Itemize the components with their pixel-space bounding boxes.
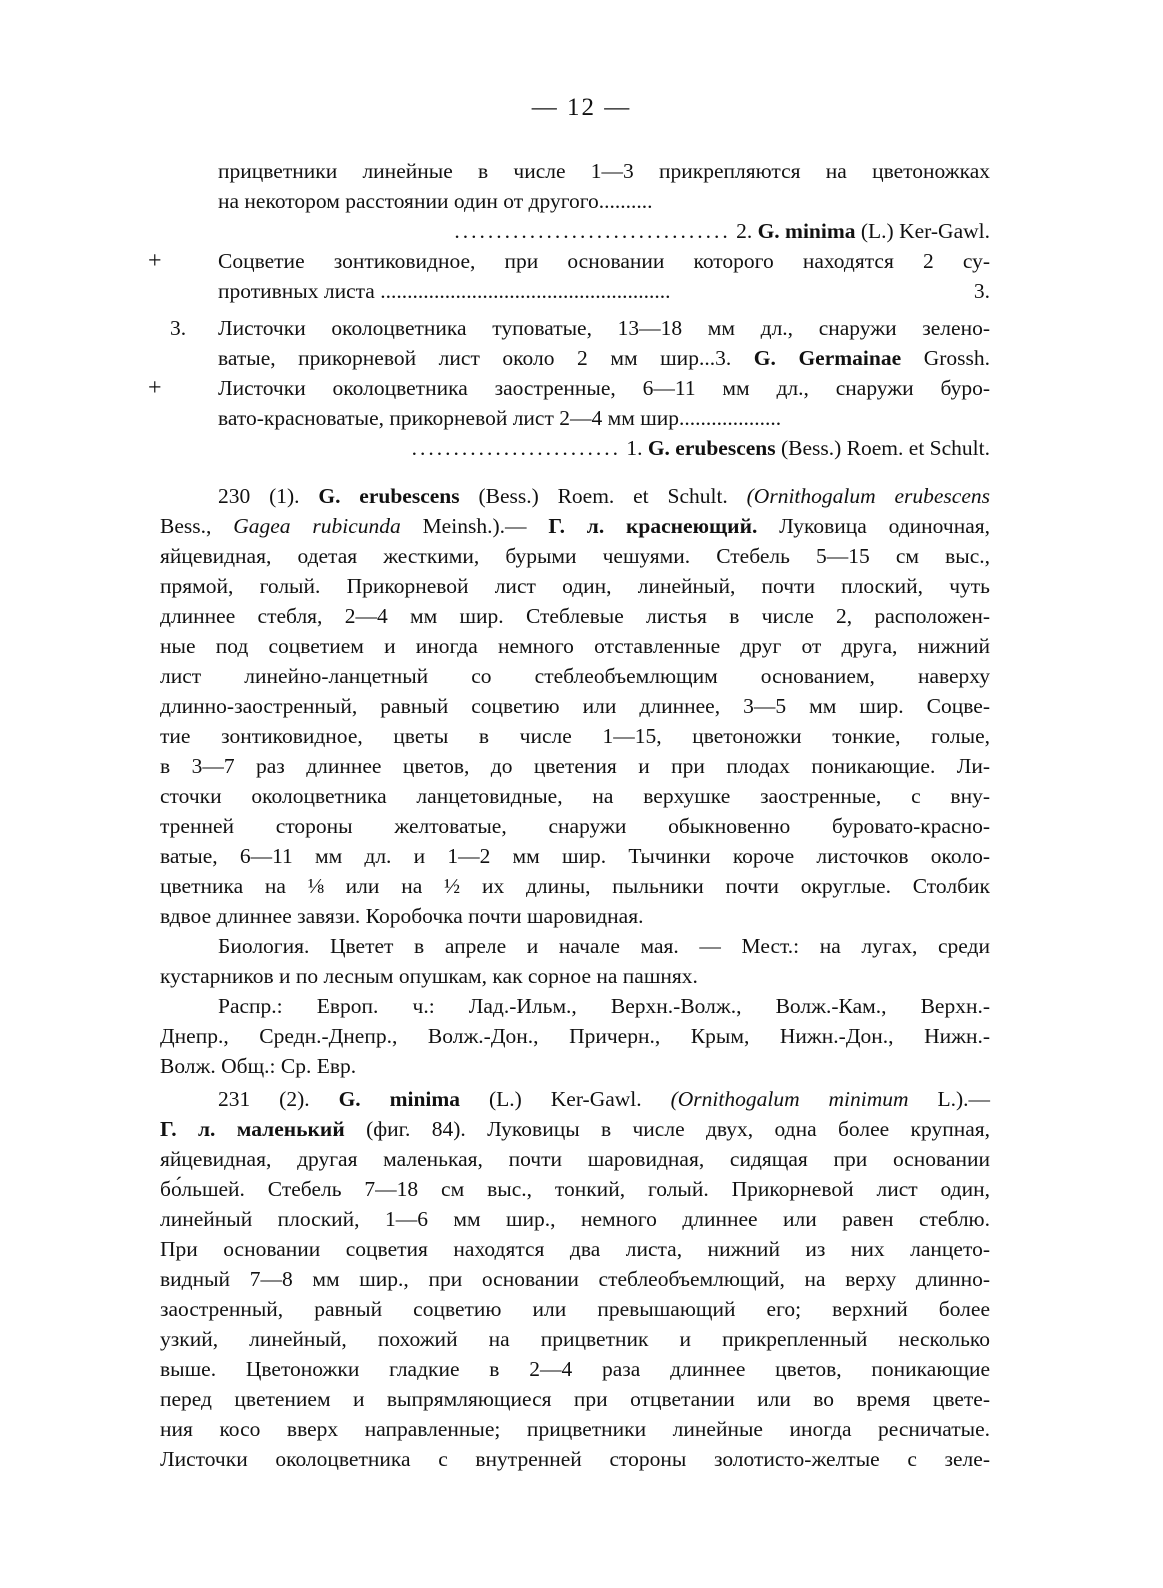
body-line: длиннее стебля, 2—4 мм шир. Стеблевые листья в числе 2, расположен- [160, 604, 990, 628]
body-line: ния косо вверх направленные; прицветники линейные иногда ресничатые. [160, 1417, 990, 1441]
key-line-4: Соцветие зонтиковидное, при основании которого находятся 2 су- [218, 249, 990, 273]
species-230-heading [218, 481, 990, 511]
leader-dots: ......................... [411, 436, 621, 460]
key-number: 1. [626, 436, 643, 460]
body-line: тие зонтиковидное, цветы в числе 1—15, цветоножки тонкие, голые, [160, 724, 990, 748]
species-231-heading [218, 1084, 990, 1114]
body-line: видный 7—8 мм шир., при основании стеблеобъемлющий, на верху длинно- [160, 1267, 990, 1291]
text-span: Bess., [160, 514, 212, 538]
taxon-name: G. minima [338, 1087, 461, 1111]
taxon-name: G. erubescens [647, 436, 776, 460]
key-line-7-text: ватые, прикорневой лист около 2 мм шир...3. [218, 346, 732, 370]
key-line-6: Листочки околоцветника туповатые, 13—18 мм дл., снаружи зелено- [218, 316, 990, 340]
key-number: 3. [973, 279, 990, 303]
key-line-7 [218, 343, 990, 373]
species-230-line-2 [160, 511, 990, 541]
biology-line: Биология. Цветет в апреле и начале мая. — Мест.: на лугах, среди [218, 934, 990, 958]
taxon-name: G. Germainae [753, 346, 902, 370]
key-line-1: прицветники линейные в числе 1—3 прикрепляются на цветоножках [218, 159, 990, 183]
body-line: лист линейно-ланцетный со стеблеобъемлющим основанием, наверху [160, 664, 990, 688]
distribution-line: Распр.: Европ. ч.: Лад.-Ильм., Верхн.-Волж., Волж.-Кам., Верхн.- [218, 994, 990, 1018]
body-line: выше. Цветоножки гладкие в 2—4 раза длиннее цветов, поникающие [160, 1357, 990, 1381]
species-231-line-2 [160, 1114, 990, 1144]
key-line-5-text: противных листа ...................................................... [218, 279, 671, 303]
taxon-author: (L.) Ker-Gawl. [489, 1087, 642, 1111]
russian-name: Г. л. маленький [160, 1117, 345, 1141]
taxon-author: (Bess.) Roem. et Schult. [478, 484, 728, 508]
distribution-line: Волж. Общ.: Ср. Евр. [160, 1054, 357, 1078]
key-line-5 [218, 276, 990, 306]
body-line: прямой, голый. Прикорневой лист один, линейный, почти плоский, чуть [160, 574, 990, 598]
taxon-author: (L.) Ker-Gawl. [860, 219, 990, 243]
body-line: заостренный, равный соцветию или превышающий его; верхний более [160, 1297, 990, 1321]
biology-line: кустарников и по лесным опушкам, как сорное на пашнях. [160, 964, 698, 988]
key-number: 2. [736, 219, 753, 243]
synonym: Gagea rubicunda [233, 514, 401, 538]
synonym: (Ornithogalum minimum [670, 1087, 909, 1111]
body-line: цветника на ⅛ или на ½ их длины, пыльники почти округлые. Столбик [160, 874, 990, 898]
distribution-line: Днепр., Средн.-Днепр., Волж.-Дон., Причерн., Крым, Нижн.-Дон., Нижн.- [160, 1024, 990, 1048]
key-mark-plus: + [148, 248, 162, 274]
body-line: линейный плоский, 1—6 мм шир., немного длиннее или равен стеблю. [160, 1207, 990, 1231]
body-line: яйцевидная, другая маленькая, почти шаровидная, сидящая при основании [160, 1147, 990, 1171]
body-line: ные под соцветием и иногда немного отставленные друг от друга, нижний [160, 634, 990, 658]
key-line-2: на некотором расстоянии один от другого.......... [218, 189, 653, 213]
species-number: 231 (2). [218, 1087, 310, 1111]
body-line: тренней стороны желтоватые, снаружи обыкновенно буровато-красно- [160, 814, 990, 838]
key-line-9: вато-красноватые, прикорневой лист 2—4 мм шир................... [218, 406, 782, 430]
body-line: длинно-заостренный, равный соцветию или длиннее, 3—5 мм шир. Соцве- [160, 694, 990, 718]
text-span: Meinsh.).— [422, 514, 527, 538]
body-line: Листочки околоцветника с внутренней стороны золотисто-желтые с зеле- [160, 1447, 990, 1471]
taxon-name: G. erubescens [318, 484, 460, 508]
taxon-author: (Bess.) Roem. et Schult. [780, 436, 990, 460]
text-span: L.).— [937, 1087, 991, 1111]
russian-name: Г. л. краснеющий. [548, 514, 758, 538]
taxon-author: Grossh. [923, 346, 991, 370]
body-line: перед цветением и выпрямляющиеся при отцветании или во время цвете- [160, 1387, 990, 1411]
key-mark-plus: + [148, 375, 162, 401]
synonym: (Ornithogalum erubescens [746, 484, 990, 508]
body-line: узкий, линейный, похожий на прицветник и прикрепленный несколько [160, 1327, 990, 1351]
text-span: Луковица одиночная, [779, 514, 991, 538]
key-line-8: Листочки околоцветника заостренные, 6—11 мм дл., снаружи буро- [218, 376, 990, 400]
key-line-3 [218, 216, 990, 246]
body-line: ватые, 6—11 мм дл. и 1—2 мм шир. Тычинки короче листочков около- [160, 844, 990, 868]
key-line-10 [218, 433, 990, 463]
leader-dots: ................................. [454, 219, 731, 243]
body-line: При основании соцветия находятся два листа, нижний из них ланцето- [160, 1237, 990, 1261]
body-line: сточки околоцветника ланцетовидные, на верхушке заостренные, с вну- [160, 784, 990, 808]
body-line: в 3—7 раз длиннее цветов, до цветения и при плодах поникающие. Ли- [160, 754, 990, 778]
body-line: яйцевидная, одетая жесткими, бурыми чешуями. Стебель 5—15 см выс., [160, 544, 990, 568]
text-span: (фиг. 84). Луковицы в числе двух, одна более крупная, [366, 1117, 991, 1141]
taxon-name: G. minima [757, 219, 856, 243]
body-line: бо́льшей. Стебель 7—18 см выс., тонкий, голый. Прикорневой лист один, [160, 1177, 990, 1201]
key-step-number: 3. [170, 316, 187, 340]
species-number: 230 (1). [218, 484, 300, 508]
page-number: — 12 — [531, 94, 632, 121]
body-line: вдвое длиннее завязи. Коробочка почти шаровидная. [160, 904, 644, 928]
